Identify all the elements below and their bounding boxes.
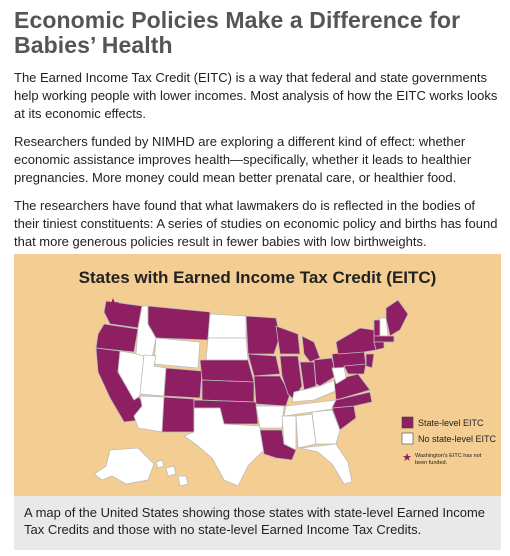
- state-florida: [300, 444, 352, 484]
- state-hawaii-1: [156, 460, 164, 468]
- state-minnesota: [246, 316, 280, 354]
- state-alaska: [94, 448, 154, 484]
- legend-swatch-eitc: [402, 417, 413, 428]
- state-iowa: [248, 354, 280, 376]
- us-states-map: [14, 254, 501, 496]
- legend-note-line2: been funded.: [415, 460, 448, 466]
- paragraph-1: The Earned Income Tax Credit (EITC) is a way that federal and state governments help working people with lower incomes. Most analysis of how the EITC works looks at its economic effects.: [14, 70, 498, 121]
- state-connecticut: [374, 342, 384, 350]
- paragraph-2: Researchers funded by NIMHD are exploring a different kind of effect: whether economic assistance improves health—specifically, whether it leads to healthier pregnancies. More money could mean better prenatal care, or healthier food.: [14, 134, 472, 185]
- state-massachusetts: [374, 336, 394, 342]
- legend-label-no-eitc: No state-level EITC: [418, 434, 497, 444]
- state-michigan: [302, 336, 320, 362]
- article-title: Economic Policies Make a Difference for Babies’ Health: [14, 7, 461, 58]
- state-maine: [386, 300, 408, 336]
- legend-label-eitc: State-level EITC: [418, 418, 484, 428]
- legend-star-icon: [403, 453, 411, 461]
- legend-swatch-no-eitc: [402, 433, 413, 444]
- state-new-mexico: [162, 397, 194, 432]
- state-hawaii-3: [178, 476, 188, 486]
- state-washington: [104, 301, 142, 328]
- state-colorado: [164, 368, 202, 398]
- state-south-dakota: [206, 338, 248, 360]
- state-wyoming: [154, 338, 200, 368]
- state-north-dakota: [208, 314, 246, 338]
- paragraph-3: The researchers have found that what lawmakers do is reflected in the bodies of their tiniest constituents: A series of studies on economic policy and births has found that more generous policies result in fewer babies with low birthweights.: [14, 198, 498, 249]
- state-hawaii-2: [166, 466, 176, 476]
- state-maryland: [344, 364, 366, 374]
- state-indiana: [300, 362, 316, 390]
- map-title: States with Earned Income Tax Credit (EITC): [78, 268, 437, 287]
- state-vermont: [374, 320, 380, 336]
- state-oregon: [96, 324, 138, 352]
- article: [0, 0, 510, 251]
- eitc-map-figure: [14, 254, 501, 496]
- state-new-york: [336, 328, 376, 354]
- state-kansas: [202, 380, 254, 402]
- state-wisconsin: [276, 326, 300, 354]
- state-nebraska: [200, 360, 254, 382]
- state-montana: [148, 306, 210, 340]
- legend-note-line1: Washington's EITC has not: [415, 453, 482, 459]
- state-new-jersey: [366, 354, 374, 368]
- state-arkansas: [256, 406, 284, 428]
- figure-caption: A map of the United States showing those states with state-level Earned Income Tax Credits and those with no state-level Earned Income Tax Credits.: [14, 496, 501, 550]
